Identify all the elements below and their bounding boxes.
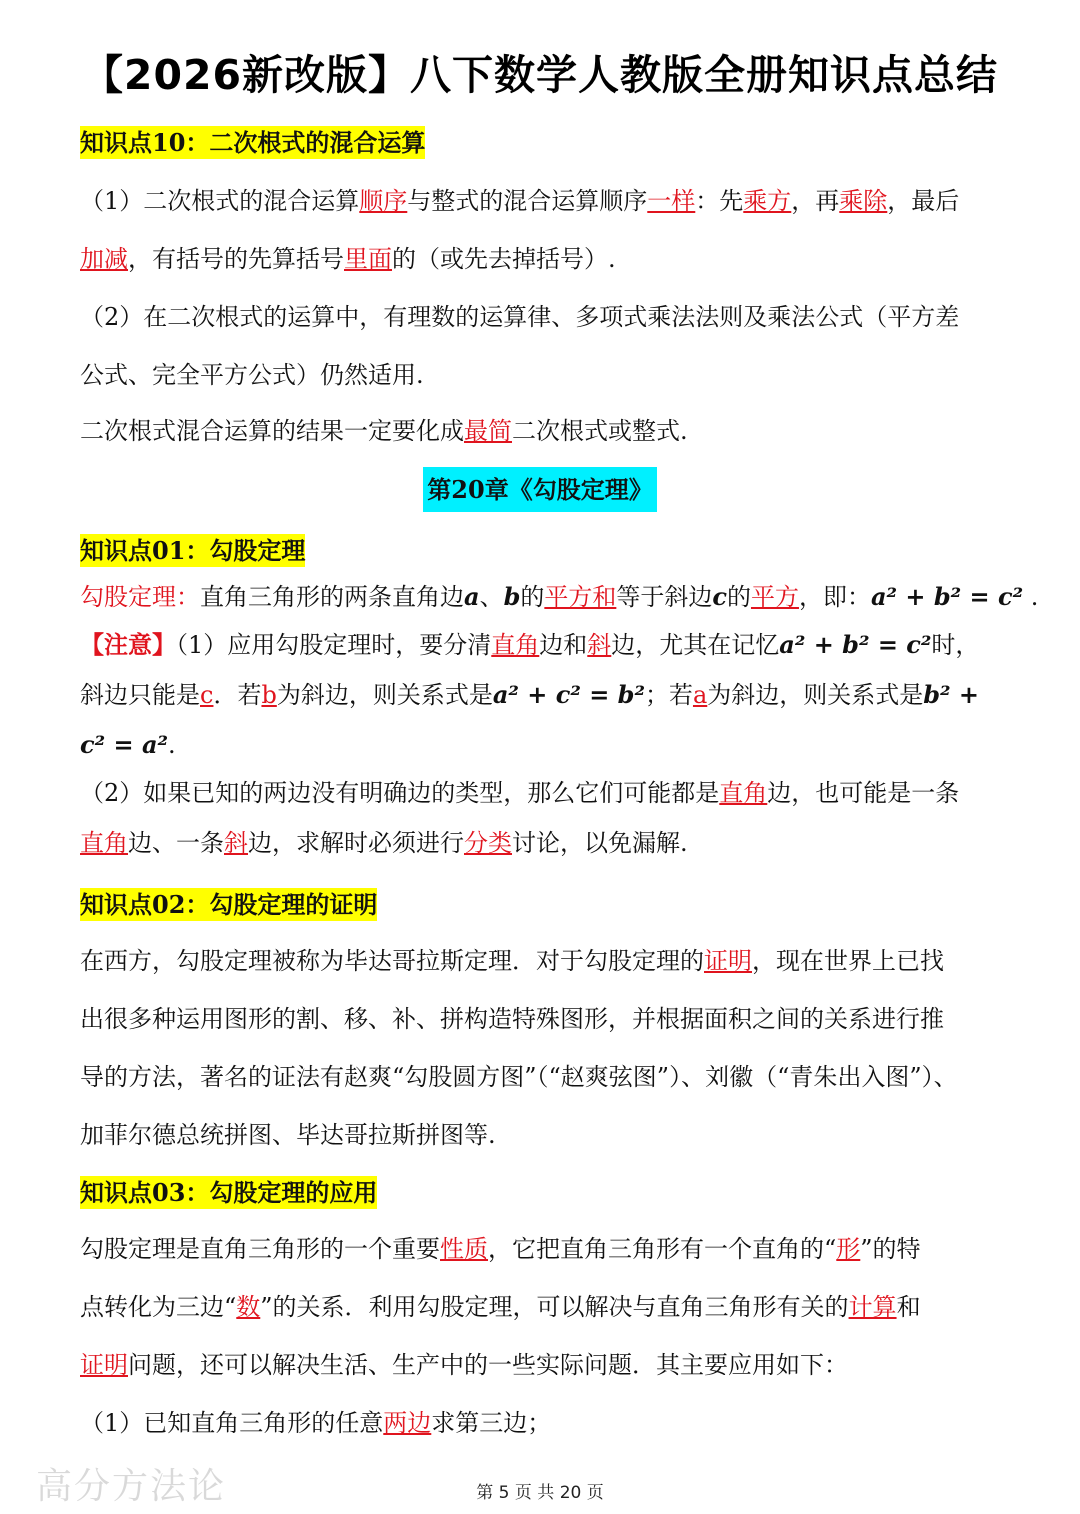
text: 讨论，以免漏解. xyxy=(512,829,688,857)
text: 问题，还可以解决生活、生产中的一些实际问题．其主要应用如下： xyxy=(128,1351,848,1379)
keyword-underlined: 乘方 xyxy=(743,187,792,215)
text: 为斜边，则关系式是 xyxy=(707,681,924,709)
text: 和 xyxy=(896,1293,921,1321)
math-equation: b² + xyxy=(923,680,980,709)
kp10-heading: 知识点10：二次根式的混合运算 xyxy=(80,128,426,157)
kp10-line-1 xyxy=(80,184,959,218)
keyword-underlined: b xyxy=(261,681,277,709)
kp02-line-2: 出很多种运用图形的割、移、补、拼构造特殊图形，并根据面积之间的关系进行推 xyxy=(80,1005,944,1033)
kp01-note-1 xyxy=(80,628,979,662)
text: 直角三角形的两条直角边 xyxy=(200,583,464,611)
kp03-line-2 xyxy=(80,1290,921,1324)
text: （2）如果已知的两边没有明确边的类型，那么它们可能都是 xyxy=(80,779,720,807)
kp01-note-4 xyxy=(80,776,959,810)
kp01-line-1 xyxy=(80,580,1038,614)
keyword-underlined: 数 xyxy=(236,1293,261,1321)
text: 的 xyxy=(726,583,751,611)
keyword-underlined: 形 xyxy=(836,1235,861,1263)
text: 点转化为三边“ xyxy=(80,1293,237,1321)
text: ．若 xyxy=(213,681,262,709)
text: （1）已知直角三角形的任意 xyxy=(80,1409,384,1437)
text: ，最后 xyxy=(887,187,960,215)
math-equation: a² + c² = b² xyxy=(492,680,645,709)
theorem-label: 勾股定理： xyxy=(80,583,200,611)
kp02-heading: 知识点02：勾股定理的证明 xyxy=(80,890,378,919)
text: 边，也可能是一条 xyxy=(767,779,960,807)
text: 时， xyxy=(931,631,980,659)
text: ”的特 xyxy=(860,1235,921,1263)
text: ：先 xyxy=(695,187,744,215)
kp03-line-1 xyxy=(80,1232,921,1266)
keyword-underlined: 里面 xyxy=(344,245,392,273)
kp03-heading-line xyxy=(80,1176,377,1210)
text: （1）二次根式的混合运算 xyxy=(80,187,360,215)
text: ，即： xyxy=(798,583,871,611)
kp02-line-1 xyxy=(80,944,944,978)
keyword-underlined: 斜 xyxy=(587,631,612,659)
text: 与整式的混合运算顺序 xyxy=(407,187,648,215)
page-footer: 第 5 页 共 20 页 xyxy=(476,1483,604,1503)
kp01-heading: 知识点01：勾股定理 xyxy=(80,536,306,565)
keyword-underlined: 平方和 xyxy=(544,583,617,611)
keyword-underlined: 计算 xyxy=(848,1293,897,1321)
kp01-note-5 xyxy=(80,826,688,860)
keyword-underlined: 直角 xyxy=(719,779,768,807)
keyword-underlined: 一样 xyxy=(647,187,696,215)
text: 勾股定理是直角三角形的一个重要 xyxy=(80,1235,440,1263)
keyword-underlined: 性质 xyxy=(440,1235,488,1263)
math-equation: c² = a² xyxy=(80,730,169,759)
text: 等于斜边 xyxy=(616,583,713,611)
chapter-heading-line xyxy=(0,470,1080,505)
kp10-line-5 xyxy=(80,414,688,448)
text: 边、一条 xyxy=(128,829,224,857)
text: 斜边只能是 xyxy=(80,681,200,709)
math-equation: a² + b² = c² xyxy=(870,582,1024,611)
text: 为斜边，则关系式是 xyxy=(276,681,493,709)
text: 在西方，勾股定理被称为毕达哥拉斯定理．对于勾股定理的 xyxy=(80,947,704,975)
keyword-underlined: a xyxy=(692,681,708,709)
keyword-underlined: 分类 xyxy=(464,829,512,857)
kp02-line-3: 导的方法，著名的证法有赵爽“勾股圆方图”（“赵爽弦图”）、刘徽（“青朱出入图”）、 xyxy=(80,1063,958,1091)
keyword-underlined: 两边 xyxy=(383,1409,432,1437)
keyword-underlined: 乘除 xyxy=(839,187,888,215)
keyword-underlined: 证明 xyxy=(80,1351,128,1379)
math-equation: a² + b² = c² xyxy=(779,630,932,659)
kp10-heading-line xyxy=(80,126,425,160)
keyword-underlined: 顺序 xyxy=(359,187,408,215)
text: （1）应用勾股定理时，要分清 xyxy=(176,631,492,659)
kp03-heading: 知识点03：勾股定理的应用 xyxy=(80,1178,378,1207)
text: ，现在世界上已找 xyxy=(752,947,944,975)
text: ，再 xyxy=(791,187,840,215)
text: 二次根式或整式. xyxy=(512,417,688,445)
math: c xyxy=(712,582,727,611)
chapter-heading: 第20章《勾股定理》 xyxy=(423,467,656,512)
kp02-heading-line xyxy=(80,888,377,922)
kp01-heading-line xyxy=(80,534,305,568)
keyword-underlined: 直角 xyxy=(491,631,540,659)
text: 边，尤其在记忆 xyxy=(611,631,780,659)
text: 二次根式混合运算的结果一定要化成 xyxy=(80,417,464,445)
text: ，它把直角三角形有一个直角的“ xyxy=(488,1235,837,1263)
kp01-note-2 xyxy=(80,678,979,712)
keyword-underlined: 斜 xyxy=(224,829,248,857)
keyword-underlined: 最简 xyxy=(464,417,512,445)
kp02-line-4: 加菲尔德总统拼图、毕达哥拉斯拼图等. xyxy=(80,1121,496,1149)
text: 边，求解时必须进行 xyxy=(248,829,464,857)
text: 的（或先去掉括号）. xyxy=(392,245,616,273)
math: a xyxy=(464,582,480,611)
keyword-underlined: 证明 xyxy=(704,947,752,975)
kp03-line-4 xyxy=(80,1406,551,1440)
keyword-underlined: 平方 xyxy=(750,583,799,611)
text: . xyxy=(168,731,176,759)
text: ，有括号的先算括号 xyxy=(128,245,344,273)
kp10-line-4: 公式、完全平方公式）仍然适用. xyxy=(80,361,424,389)
text: 、 xyxy=(479,583,504,611)
keyword-underlined: 直角 xyxy=(80,829,128,857)
note-label: 【注意】 xyxy=(80,630,176,659)
watermark: 高分方法论 xyxy=(36,1466,227,1507)
text: ；若 xyxy=(644,681,693,709)
keyword-underlined: 加减 xyxy=(80,245,128,273)
text: 求第三边； xyxy=(431,1409,552,1437)
text: 边和 xyxy=(539,631,588,659)
kp03-line-3 xyxy=(80,1348,848,1382)
kp01-note-3 xyxy=(80,728,176,762)
page-title: 【2026新改版】八下数学人教版全册知识点总结 xyxy=(81,51,999,99)
text: 的 xyxy=(520,583,545,611)
kp10-line-3: （2）在二次根式的运算中，有理数的运算律、多项式乘法法则及乘法公式（平方差 xyxy=(80,303,960,331)
keyword-underlined: c xyxy=(200,681,214,709)
kp10-line-2 xyxy=(80,242,616,276)
text: . xyxy=(1023,583,1039,611)
text: ”的关系．利用勾股定理，可以解决与直角三角形有关的 xyxy=(260,1293,849,1321)
math: b xyxy=(503,582,521,611)
